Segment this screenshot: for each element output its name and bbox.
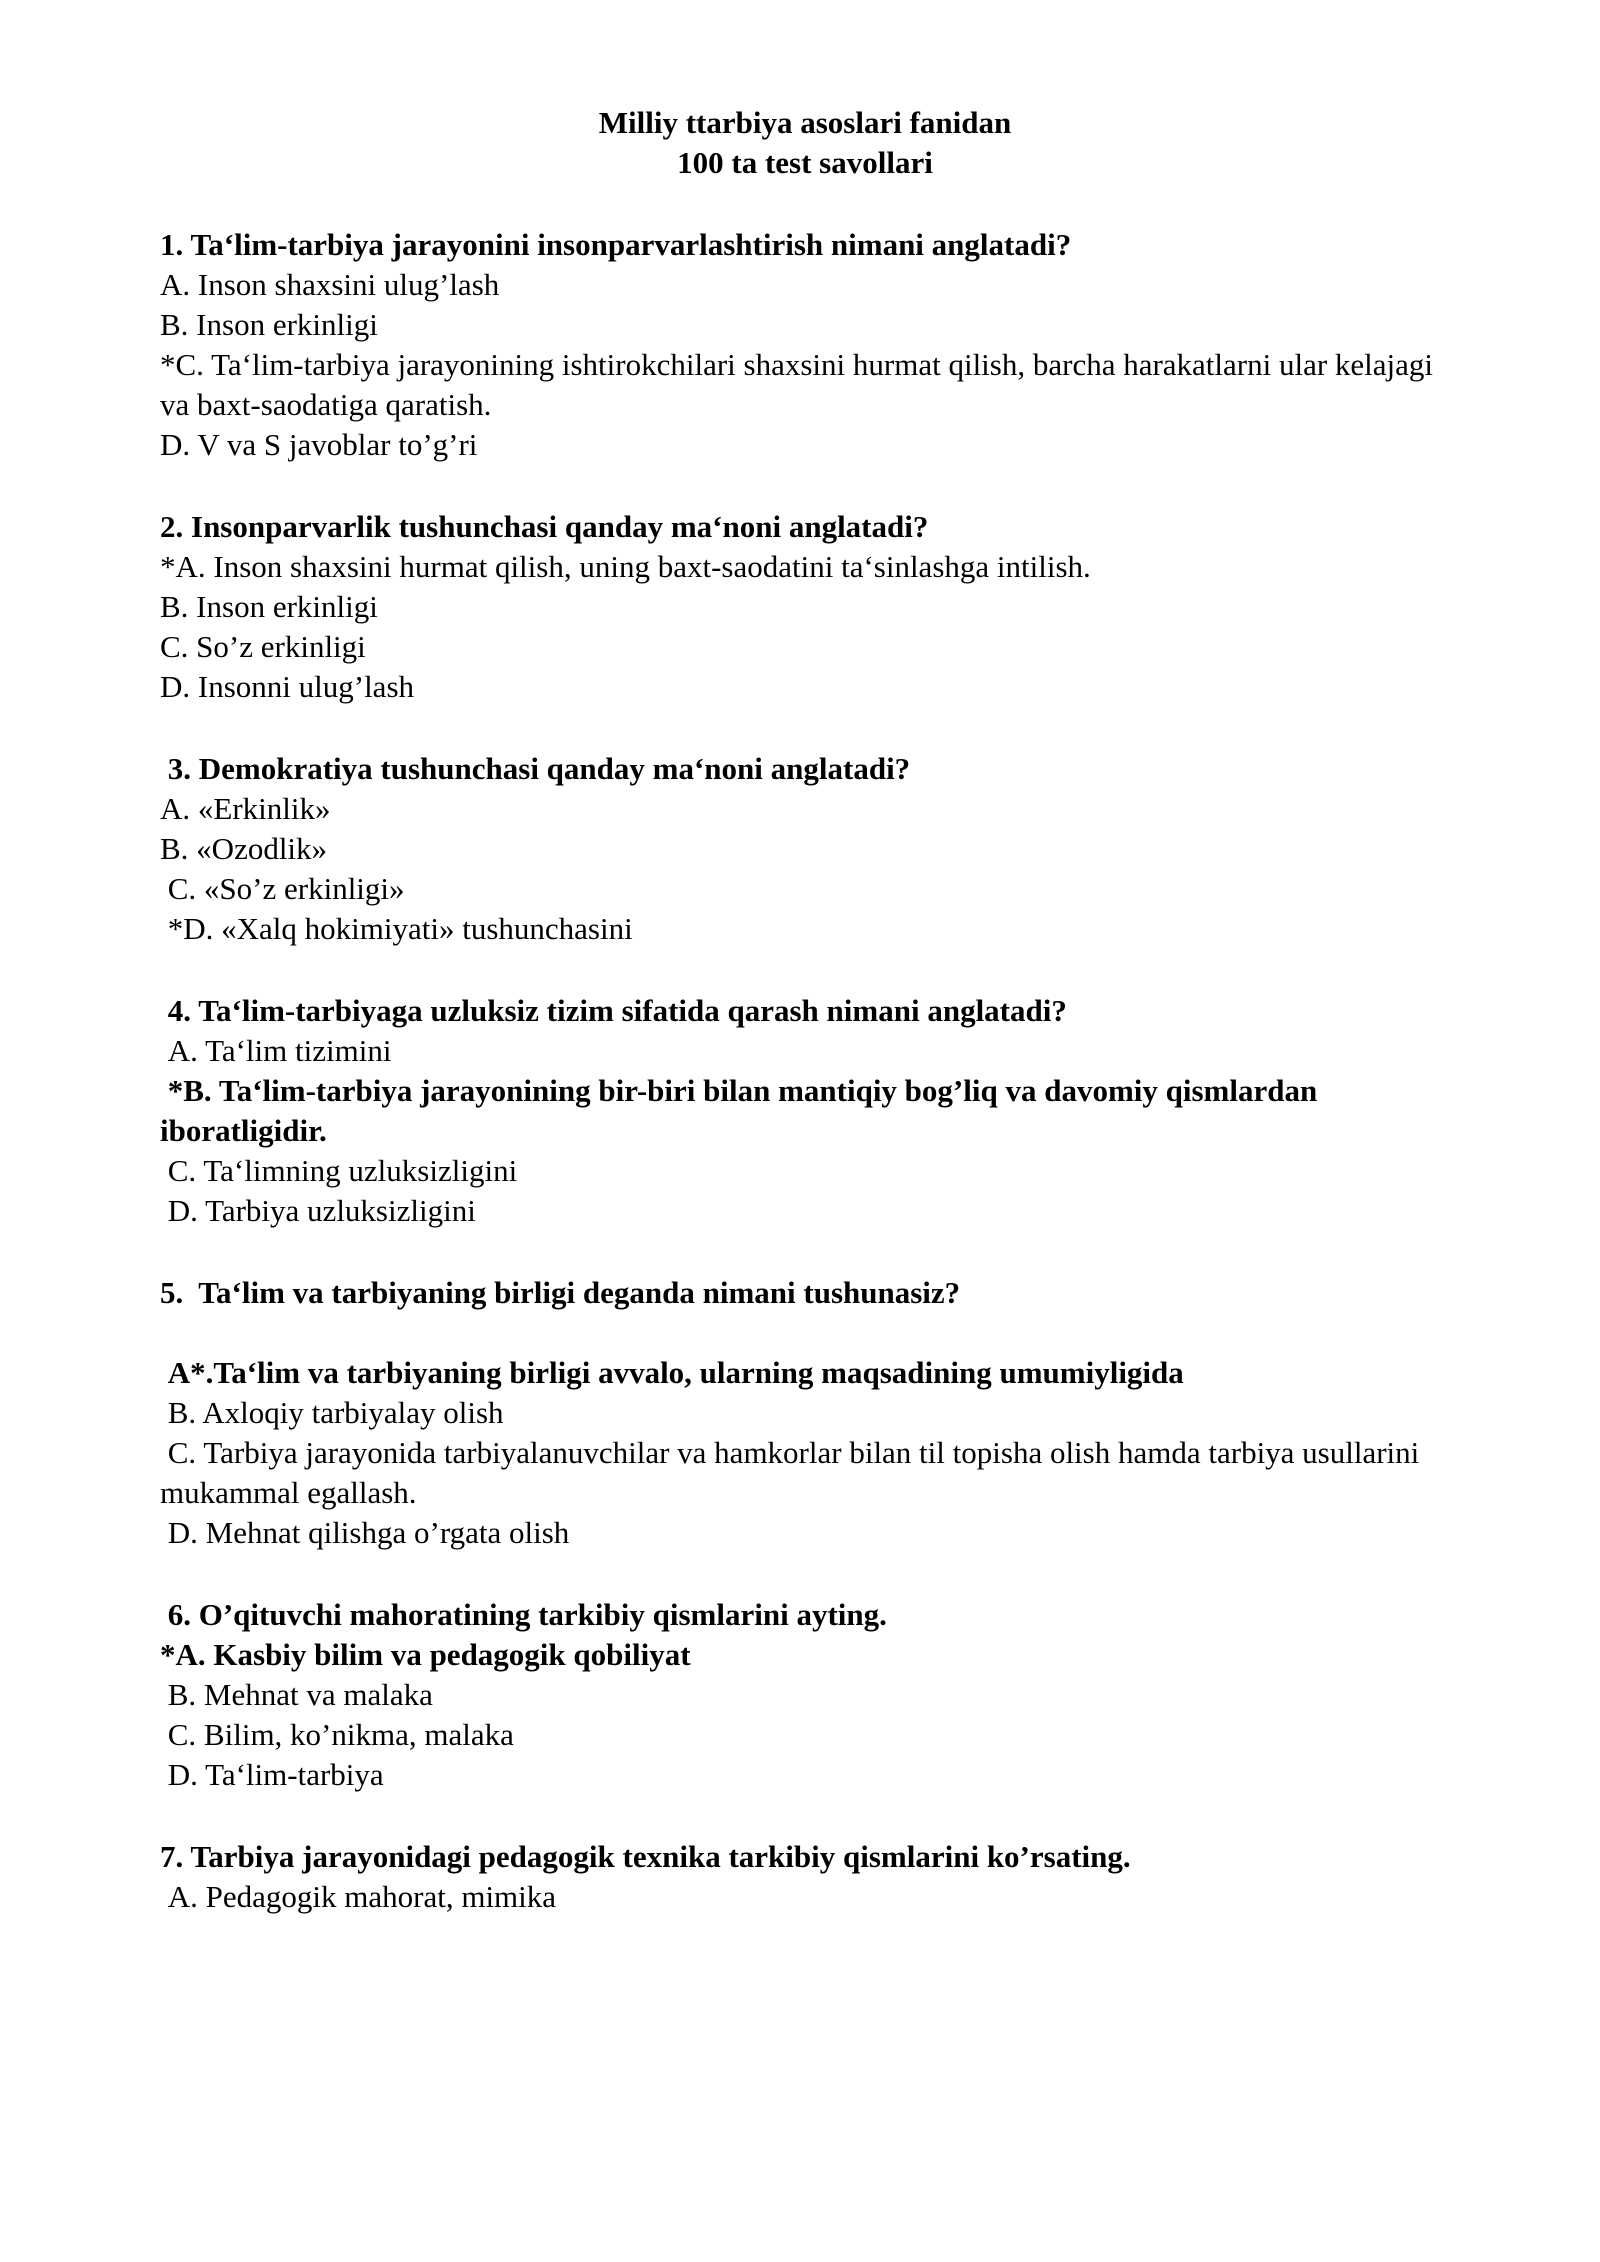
question-text: 3. Demokratiya tushunchasi qanday ma‘noni anglatadi?	[160, 751, 911, 786]
answer-option: C. «So’z erkinligi»	[160, 871, 405, 906]
doc-title-line-2: 100 ta test savollari	[677, 145, 933, 180]
question-block-3	[160, 749, 1450, 949]
answer-option: A. Inson shaxsini ulug’lash	[160, 267, 500, 302]
answer-option: *A. Inson shaxsini hurmat qilish, uning baxt-saodatini ta‘sinlashga intilish.	[160, 549, 1091, 584]
question-text: 5. Ta‘lim va tarbiyaning birligi deganda nimani tushunasiz?	[160, 1275, 961, 1310]
question-text: 4. Ta‘lim-tarbiyaga uzluksiz tizim sifatida qarash nimani anglatadi?	[160, 993, 1067, 1028]
answer-option: C. Ta‘limning uzluksizligini	[160, 1153, 518, 1188]
doc-title-line-1: Milliy ttarbiya asoslari fanidan	[598, 105, 1012, 140]
blank-line	[160, 1313, 1450, 1353]
answer-option: C. Tarbiya jarayonida tarbiyalanuvchilar va hamkorlar bilan til topisha olish hamda tarbiya usullarini mukammal egallash.	[160, 1435, 1428, 1510]
answer-option: *C. Ta‘lim-tarbiya jarayonining ishtirokchilari shaxsini hurmat qilish, barcha harakatlarni ular kelajagi va baxt-saodatiga qaratish.	[160, 347, 1441, 422]
question-block-1	[160, 225, 1450, 465]
question-text: 1. Ta‘lim-tarbiya jarayonini insonparvarlashtirish nimani anglatadi?	[160, 227, 1072, 262]
answer-option: D. Insonni ulug’lash	[160, 669, 415, 704]
question-block-5	[160, 1273, 1450, 1553]
question-block-6	[160, 1595, 1450, 1795]
answer-option: D. Ta‘lim-tarbiya	[160, 1757, 384, 1792]
answer-option: D. V va S javoblar to’g’ri	[160, 427, 478, 462]
question-block-7	[160, 1837, 1450, 1917]
question-text: 7. Tarbiya jarayonidagi pedagogik texnika tarkibiy qismlarini ko’rsating.	[160, 1839, 1131, 1874]
answer-option: A. Pedagogik mahorat, mimika	[160, 1879, 557, 1914]
question-block-4	[160, 991, 1450, 1231]
answer-option: B. Inson erkinligi	[160, 589, 378, 624]
answer-option: A. «Erkinlik»	[160, 791, 331, 826]
answer-option: C. So’z erkinligi	[160, 629, 366, 664]
answer-option: B. Axloqiy tarbiyalay olish	[160, 1395, 504, 1430]
answer-option: *D. «Xalq hokimiyati» tushunchasini	[160, 911, 633, 946]
question-block-2	[160, 507, 1450, 707]
answer-option: D. Mehnat qilishga o’rgata olish	[160, 1515, 570, 1550]
answer-option: B. Mehnat va malaka	[160, 1677, 433, 1712]
answer-option: A. Ta‘lim tizimini	[160, 1033, 392, 1068]
answer-option: *B. Ta‘lim-tarbiya jarayonining bir-biri bilan mantiqiy bog’liq va davomiy qismlardan iboratligidir.	[160, 1073, 1325, 1148]
answer-option: B. Inson erkinligi	[160, 307, 378, 342]
answer-option: B. «Ozodlik»	[160, 831, 328, 866]
doc-title	[160, 103, 1450, 183]
answer-option: C. Bilim, ko’nikma, malaka	[160, 1717, 514, 1752]
question-text: 2. Insonparvarlik tushunchasi qanday ma‘noni anglatadi?	[160, 509, 929, 544]
answer-option: *A. Kasbiy bilim va pedagogik qobiliyat	[160, 1637, 691, 1672]
question-text: 6. O’qituvchi mahoratining tarkibiy qismlarini ayting.	[160, 1597, 887, 1632]
answer-option: D. Tarbiya uzluksizligini	[160, 1193, 476, 1228]
answer-option: A*.Ta‘lim va tarbiyaning birligi avvalo, ularning maqsadining umumiyligida	[160, 1355, 1184, 1390]
